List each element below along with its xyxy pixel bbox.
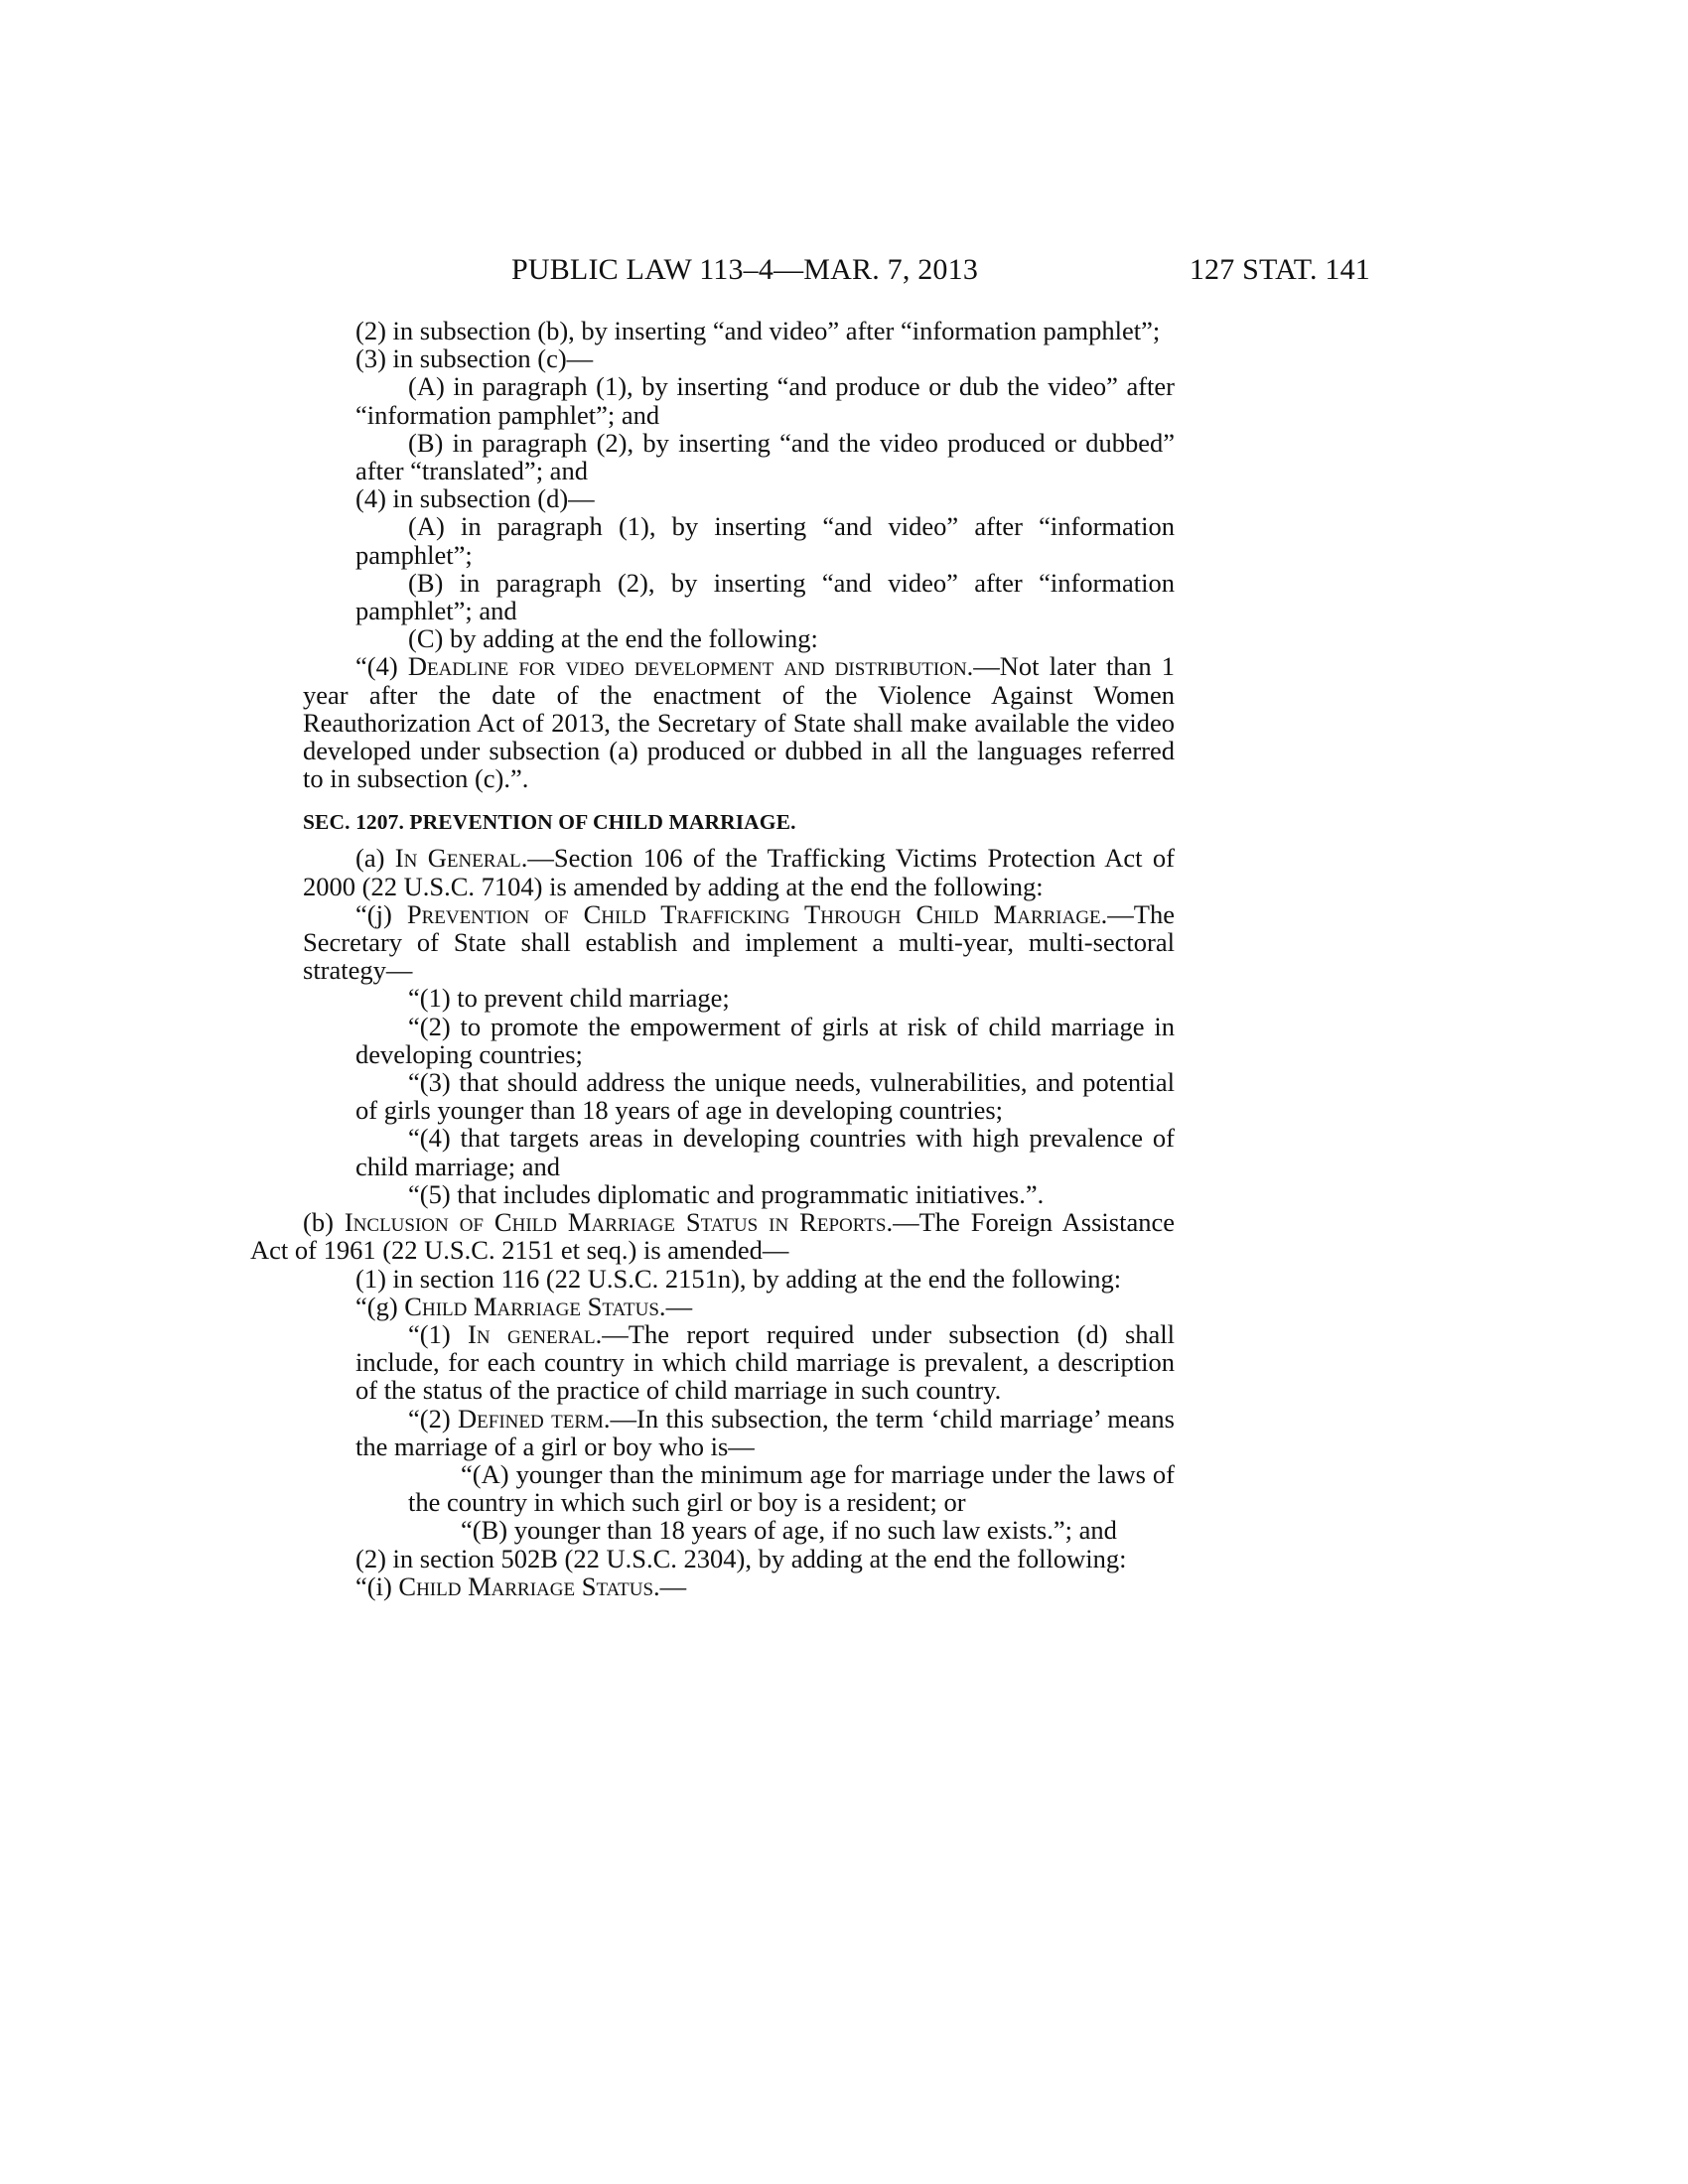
amendment-item: (2) in subsection (b), by inserting “and video” after “information pamphlet”; [355, 316, 1161, 345]
subsection-g-heading: Child Marriage Status. [404, 1291, 666, 1321]
strategy-item: “(1) to prevent child marriage; [408, 983, 730, 1014]
strategy-item: “(5) that includes diplomatic and programmatic initiatives.”. [408, 1178, 1045, 1209]
deadline-paragraph: “(4) Deadline for video development and distribution.—Not later than 1 year after the date of the enactment of the Violence Against Women Reauthorization Act of 2013, the Secretary of State shall make available the video developed under subsection (a) produced or dubbed in all the languages referred to in subsection (c).”. [303, 651, 1175, 794]
document-body [250, 316, 1175, 1601]
deadline-heading: Deadline for video development and distribution. [407, 651, 974, 682]
subsection-b-heading: Inclusion of Child Marriage Status in Reports. [344, 1207, 894, 1238]
subsection-g-paragraph-1: “(1) In general.—The report required under subsection (d) shall include, for each country in which child marriage is prevalent, a description of the status of the practice of child marriage in such country. [355, 1318, 1175, 1406]
subsection-b-item-2: (2) in section 502B (22 U.S.C. 2304), by adding at the end the following: [355, 1543, 1127, 1573]
amendment-subitem: (C) by adding at the end the following: [408, 623, 818, 654]
page-header [0, 250, 1688, 290]
subsection-j-heading: Prevention of Child Trafficking Through Child Marriage. [406, 898, 1108, 929]
subsection-g: “(g) Child Marriage Status.— [355, 1291, 693, 1321]
subsection-a-heading: In General. [394, 843, 528, 874]
amendment-subitem: (A) in paragraph (1), by inserting “and produce or dub the video” after “information pamphlet”; and [355, 371, 1175, 430]
amendment-subitem: (A) in paragraph (1), by inserting “and video” after “information pamphlet”; [355, 511, 1175, 570]
subsection-i: “(i) Child Marriage Status.— [355, 1570, 687, 1601]
amendment-item: (4) in subsection (d)— [355, 483, 595, 514]
subsection-j: “(j) Prevention of Child Trafficking Through Child Marriage.—The Secretary of State shall establish and implement a multi-year, multi-sectoral strategy— [303, 898, 1175, 986]
subsection-b: (b) Inclusion of Child Marriage Status in Reports.—The Foreign Assistance Act of 1961 (22 U.S.C. 2151 et seq.) is amended— [250, 1207, 1175, 1266]
strategy-item: “(3) that should address the unique needs, vulnerabilities, and potential of girls younger than 18 years of age in developing countries; [355, 1067, 1175, 1126]
amendment-subitem: (B) in paragraph (2), by inserting “and the video produced or dubbed” after “translated”; and [355, 427, 1175, 486]
statute-page-ref: 127 STAT. 141 [1189, 253, 1370, 286]
subsection-g-paragraph-2: “(2) Defined term.—In this subsection, the term ‘child marriage’ means the marriage of a girl or boy who is— [355, 1403, 1175, 1461]
law-title: PUBLIC LAW 113–4—MAR. 7, 2013 [510, 253, 979, 286]
section-heading: SEC. 1207. PREVENTION OF CHILD MARRIAGE. [303, 810, 796, 835]
defined-term-item: “(A) younger than the minimum age for marriage under the laws of the country in which such girl or boy is a resident; or [408, 1458, 1175, 1518]
strategy-item: “(4) that targets areas in developing countries with high prevalence of child marriage; and [355, 1123, 1175, 1181]
subsection-i-heading: Child Marriage Status. [398, 1570, 660, 1601]
defined-term-item: “(B) younger than 18 years of age, if no such law exists.”; and [461, 1515, 1117, 1546]
subsection-g2-heading: Defined term. [458, 1403, 611, 1433]
subsection-g1-heading: In general. [468, 1318, 603, 1349]
amendment-subitem: (B) in paragraph (2), by inserting “and video” after “information pamphlet”; and [355, 567, 1175, 626]
subsection-b-item-1: (1) in section 116 (22 U.S.C. 2151n), by adding at the end the following: [355, 1263, 1122, 1294]
amendment-item: (3) in subsection (c)— [355, 343, 594, 374]
strategy-item: “(2) to promote the empowerment of girls at risk of child marriage in developing countries; [355, 1011, 1175, 1069]
subsection-a: (a) In General.—Section 106 of the Trafficking Victims Protection Act of 2000 (22 U.S.C. 7104) is amended by adding at the end the following: [303, 843, 1175, 901]
